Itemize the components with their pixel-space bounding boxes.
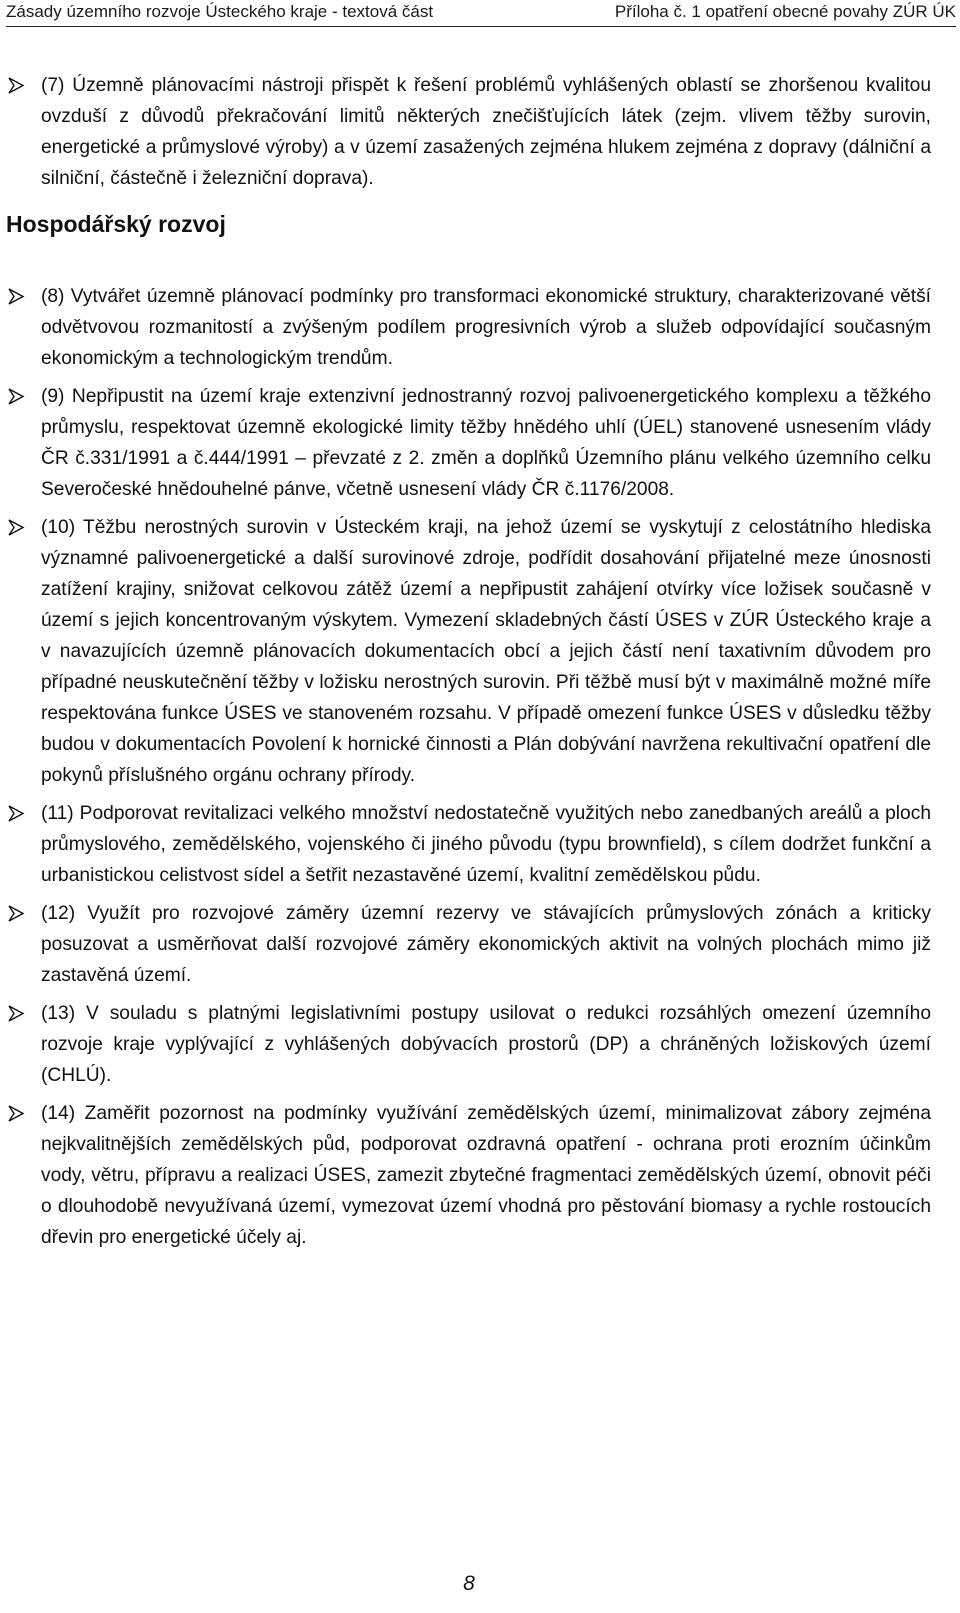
page-header	[6, 0, 956, 27]
arrowhead-bullet-icon	[6, 381, 28, 412]
list-item	[6, 898, 931, 991]
list-item-text: (8) Vytvářet územně plánovací podmínky pro transformaci ekonomické struktury, charakterizované větší odvětvovou rozmanitostí a zvýšeným podílem progresivních výrob a služeb odpovídající současným ekonomickým a technologickým trendům.	[41, 286, 931, 369]
arrowhead-bullet-icon	[6, 898, 28, 929]
page-number: 8	[463, 1572, 475, 1595]
list-item	[6, 70, 931, 194]
list-item	[6, 798, 931, 891]
arrowhead-bullet-icon	[6, 798, 28, 829]
list-item-text: (12) Využít pro rozvojové záměry územní rezervy ve stávajících průmyslových zónách a kriticky posuzovat a usměrňovat další rozvojové záměry ekonomických aktivit na volných plochách mimo již zastavěná území.	[41, 903, 931, 986]
list-item	[6, 998, 931, 1091]
list-item-text: (11) Podporovat revitalizaci velkého množství nedostatečně využitých nebo zanedbaných areálů a ploch průmyslového, zemědělského, vojenského či jiného původu (typu brownfield), s cílem dodržet funkční a urbanistickou celistvost sídel a šetřit nezastavěné území, kvalitní zemědělskou půdu.	[41, 803, 931, 886]
header-attachment-label: Příloha č. 1 opatření obecné povahy ZÚR ÚK	[614, 2, 956, 21]
list-item-text: (7) Územně plánovacími nástroji přispět k řešení problémů vyhlášených oblastí se zhoršenou kvalitou ovzduší z důvodů překračování limitů některých znečišťujících látek (zejm. vlivem těžby surovin, energetické a průmyslové výroby) a v území zasažených zejména hlukem zejména z dopravy (dálniční a silniční, částečně i železniční doprava).	[41, 75, 931, 189]
list-item-text: (10) Těžbu nerostných surovin v Ústeckém kraji, na jehož území se vyskytují z celostátního hlediska významné palivoenergetické a další surovinové zdroje, podřídit dosahování přijatelné meze únosnosti zatížení krajiny, snižovat celkovou zátěž území a nepřipustit zahájení otvírky více ložisek současně v území s jejich koncentrovaným výskytem. Vymezení skladebných částí ÚSES v ZÚR Ústeckého kraje a v navazujících územně plánovacích dokumentacích obcí a jejich částí není taxativním důvodem pro případné neuskutečnění těžby v ložisku nerostných surovin. Při těžbě musí být v maximálně možné míře respektována funkce ÚSES ve stanoveném rozsahu. V případě omezení funkce ÚSES v důsledku těžby budou v dokumentacích Povolení k hornické činnosti a Plán dobývání navržena rekultivační opatření dle pokynů příslušného orgánu ochrany přírody.	[41, 517, 931, 786]
arrowhead-bullet-icon	[6, 1098, 28, 1129]
list-item-text: (13) V souladu s platnými legislativními postupy usilovat o redukci rozsáhlých omezení územního rozvoje kraje vyplývající z vyhlášených dobývacích prostorů (DP) a chráněných ložiskových území (CHLÚ).	[41, 1003, 931, 1086]
list-item-text: (9) Nepřipustit na území kraje extenzivní jednostranný rozvoj palivoenergetického komplexu a těžkého průmyslu, respektovat územně ekologické limity těžby hnědého uhlí (ÚEL) stanovené usnesením vlády ČR č.331/1991 a č.444/1991 – převzaté z 2. změn a doplňků Územního plánu velkého územního celku Severočeské hnědouhelné pánve, včetně usnesení vlády ČR č.1176/2008.	[41, 386, 931, 500]
list-item	[6, 1098, 931, 1253]
list-item	[6, 281, 931, 374]
arrowhead-bullet-icon	[6, 512, 28, 543]
list-item-text: (14) Zaměřit pozornost na podmínky využívání zemědělských území, minimalizovat zábory zejména nejkvalitnějších zemědělských půd, podporovat ozdravná opatření - ochrana proti erozním účinkům vody, větru, přípravu a realizaci ÚSES, zamezit zbytečné fragmentaci zemědělských území, obnovit péči o dlouhodobě nevyužívaná území, vymezovat území vhodná pro pěstování biomasy a rychle rostoucích dřevin pro energetické účely aj.	[41, 1103, 931, 1248]
section-heading: Hospodářský rozvoj	[6, 211, 226, 237]
arrowhead-bullet-icon	[6, 998, 28, 1029]
list-item	[6, 381, 931, 505]
arrowhead-bullet-icon	[6, 70, 28, 101]
document-body	[6, 70, 931, 1253]
arrowhead-bullet-icon	[6, 281, 28, 312]
header-document-title: Zásady územního rozvoje Ústeckého kraje - textová část	[6, 2, 434, 21]
list-item	[6, 512, 931, 791]
